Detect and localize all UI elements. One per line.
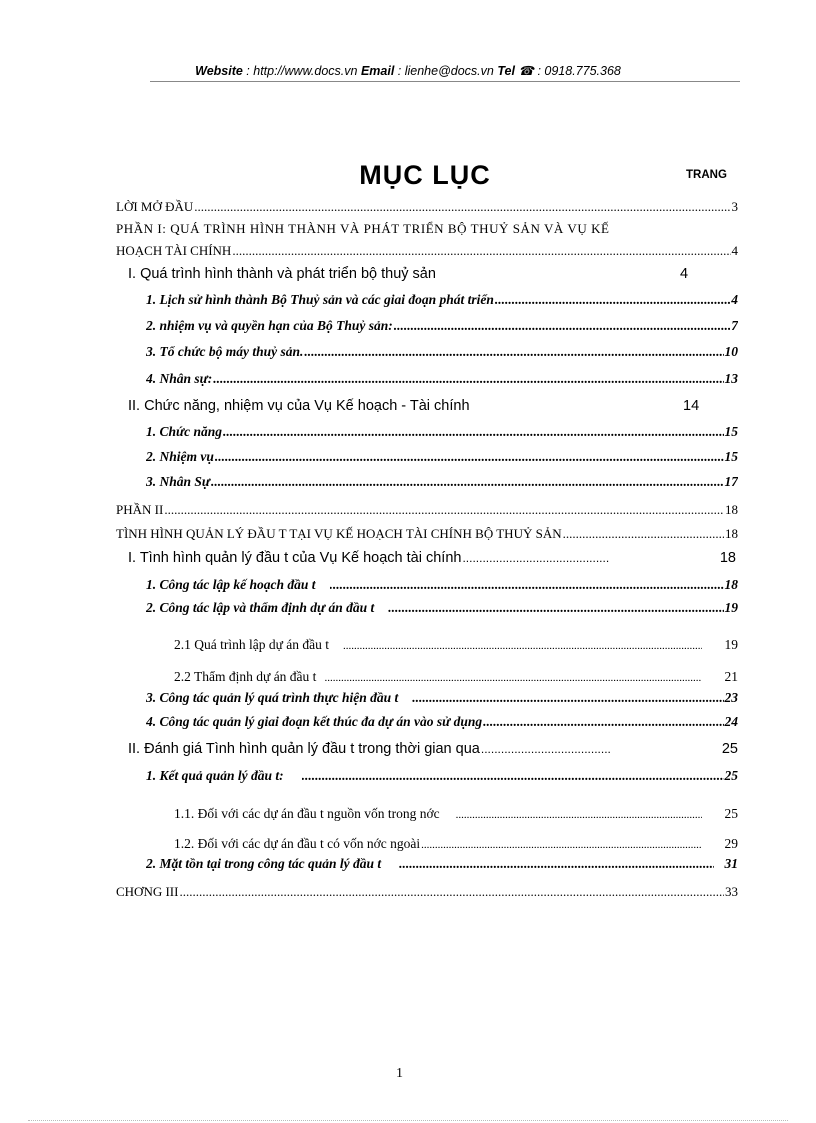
toc-entry-3-2-1[interactable] bbox=[174, 637, 738, 653]
toc-leader bbox=[563, 526, 724, 542]
toc-entry-title: 1.2. Đối với các dự án đầu t có vốn nớc ngoài bbox=[174, 836, 421, 851]
toc-entry-title: 2. Công tác lập và thẩm định dự án đầu t bbox=[146, 600, 375, 615]
toc-entry-chuong-3[interactable] bbox=[116, 884, 738, 900]
footer-divider bbox=[28, 1120, 788, 1121]
toc-page-number: 18 bbox=[725, 526, 738, 541]
toc-entry-1-2[interactable] bbox=[146, 318, 738, 334]
toc-entry-section-2[interactable] bbox=[128, 398, 470, 414]
toc-entry-section-1[interactable] bbox=[128, 266, 436, 282]
toc-page-number: 7 bbox=[731, 318, 738, 333]
toc-entry-phan-1[interactable] bbox=[116, 221, 738, 237]
toc-leader bbox=[343, 640, 701, 652]
tel-label: Tel bbox=[497, 64, 515, 78]
toc-page-number: 31 bbox=[724, 856, 738, 871]
toc-page-number: 17 bbox=[724, 474, 738, 489]
toc-page-number: 15 bbox=[724, 424, 738, 439]
toc-leader bbox=[304, 344, 723, 360]
toc-entry-3-2-2[interactable] bbox=[174, 669, 738, 685]
toc-entry-title: 1.1. Đối với các dự án đầu t nguồn vốn trong nớc bbox=[174, 806, 440, 821]
toc-entry-4-1[interactable] bbox=[146, 768, 738, 784]
toc-entry-3-1[interactable] bbox=[146, 577, 738, 593]
toc-entry-title: 2. Mặt tồn tại trong công tác quản lý đầu t bbox=[146, 856, 382, 871]
email-value: : lienhe@docs.vn bbox=[394, 64, 498, 78]
toc-leader bbox=[302, 768, 724, 784]
website-value: : http://www.docs.vn bbox=[242, 64, 361, 78]
toc-entry-title: I. Quá trình hình thành và phát triển bộ thuỷ sản bbox=[128, 266, 436, 282]
toc-entry-4-1-2[interactable] bbox=[174, 836, 738, 852]
toc-entry-title: TÌNH HÌNH QUẢN LÝ ĐẦU T TẠI VỤ KẾ HOẠCH TÀI CHÍNH BỘ THUỶ SẢN bbox=[116, 526, 562, 541]
toc-leader bbox=[215, 449, 724, 465]
toc-entry-4-2[interactable] bbox=[146, 856, 738, 872]
website-label: Website bbox=[195, 64, 243, 78]
toc-leader bbox=[388, 600, 723, 616]
toc-leader bbox=[412, 690, 723, 706]
toc-entry-title: 3. Công tác quản lý quá trình thực hiện đầu t bbox=[146, 690, 399, 705]
toc-entry-title: LỜI MỞ ĐẦU bbox=[116, 199, 194, 214]
toc-page-number: 14 bbox=[683, 398, 700, 414]
toc-page-number: 25 bbox=[724, 806, 738, 821]
toc-leader bbox=[399, 856, 713, 872]
toc-entry-section-4[interactable] bbox=[128, 741, 738, 757]
toc-entry-phan-1-cont[interactable] bbox=[116, 243, 738, 259]
toc-leader bbox=[179, 884, 724, 900]
toc-entry-1-1[interactable] bbox=[146, 292, 738, 308]
toc-entry-3-4[interactable] bbox=[146, 714, 738, 730]
toc-page-number: 10 bbox=[724, 344, 738, 359]
toc-page-number: 19 bbox=[724, 600, 738, 615]
toc-page-number: 23 bbox=[724, 690, 738, 705]
toc-entry-title: CHƠNG III bbox=[116, 884, 179, 899]
toc-page-number: 3 bbox=[731, 199, 738, 214]
toc-entry-title: II. Đánh giá Tình hình quản lý đầu t trong thời gian qua bbox=[128, 741, 480, 757]
toc-page-number: 21 bbox=[724, 669, 738, 684]
toc-entry-3-3[interactable] bbox=[146, 690, 738, 706]
toc-entry-title: PHẦN I: QUÁ TRÌNH HÌNH THÀNH VÀ PHÁT TRIỂN BỘ THUỶ SẢN VÀ VỤ KẾ bbox=[116, 221, 610, 236]
toc-page-number: 25 bbox=[724, 768, 738, 783]
toc-entry-tinh-hinh[interactable] bbox=[116, 526, 738, 542]
toc-page-number: 18 bbox=[724, 577, 738, 592]
email-label: Email bbox=[360, 64, 395, 78]
toc-page-number: 19 bbox=[724, 637, 738, 652]
toc-leader bbox=[324, 672, 701, 684]
toc-entry-4-1-1[interactable] bbox=[174, 806, 738, 822]
toc-entry-title: II. Chức năng, nhiệm vụ của Vụ Kế hoạch - Tài chính bbox=[128, 398, 470, 414]
toc-entry-1-3[interactable] bbox=[146, 344, 738, 360]
toc-page-number: 25 bbox=[721, 741, 738, 757]
toc-page-number: 18 bbox=[725, 502, 738, 517]
header-divider bbox=[150, 81, 740, 82]
toc-entry-title: 3. Nhân Sự bbox=[146, 474, 210, 489]
toc-entry-2-2[interactable] bbox=[146, 449, 738, 465]
toc-entry-section-3[interactable] bbox=[128, 550, 736, 566]
toc-leader bbox=[223, 424, 724, 440]
toc-entry-1-4[interactable] bbox=[146, 371, 738, 387]
toc-entry-title: PHẦN II bbox=[116, 502, 164, 517]
toc-leader bbox=[483, 714, 723, 730]
toc-entry-title: 2. Nhiệm vụ bbox=[146, 449, 214, 464]
toc-leader bbox=[232, 243, 730, 259]
toc-page-number: 15 bbox=[724, 449, 738, 464]
toc-entry-title: 4. Nhân sự: bbox=[146, 371, 213, 386]
toc-leader bbox=[495, 292, 730, 308]
toc-leader bbox=[330, 577, 724, 593]
page-column-label: TRANG bbox=[686, 169, 727, 181]
page-header bbox=[0, 63, 816, 78]
toc-entry-2-1[interactable] bbox=[146, 424, 738, 440]
toc-entry-title: 2.1 Quá trình lập dự án đầu t bbox=[174, 637, 330, 652]
toc-entry-phan-2[interactable] bbox=[116, 502, 738, 518]
toc-entry-title: 4. Công tác quản lý giai đoạn kết thúc đa dự án vào sử dụng bbox=[146, 714, 483, 729]
toc-leader bbox=[194, 199, 730, 215]
toc-page-number: 33 bbox=[725, 884, 738, 899]
toc-leader bbox=[456, 809, 702, 821]
toc-entry-title: HOẠCH TÀI CHÍNH bbox=[116, 243, 232, 258]
toc-entry-loi-mo-dau[interactable] bbox=[116, 199, 738, 215]
toc-page-number: 18 bbox=[719, 550, 736, 566]
toc-page-number: 24 bbox=[724, 714, 738, 729]
page-title: MỤC LỤC bbox=[359, 160, 491, 190]
toc-entry-title: 3. Tổ chức bộ máy thuỷ sản. bbox=[146, 344, 304, 359]
toc-page-number: 13 bbox=[724, 371, 738, 386]
toc-entry-title: 1. Kết quả quản lý đầu t: bbox=[146, 768, 284, 783]
toc-leader bbox=[462, 551, 610, 565]
toc-page-number: 4 bbox=[731, 243, 738, 258]
toc-page-number: 4 bbox=[680, 266, 689, 282]
toc-leader bbox=[394, 318, 730, 334]
toc-entry-title: 2. nhiệm vụ và quyền hạn của Bộ Thuỷ sản: bbox=[146, 318, 393, 333]
toc-entry-title: 1. Lịch sử hình thành Bộ Thuỷ sản và các giai đoạn phát triển bbox=[146, 292, 494, 307]
toc-leader bbox=[164, 502, 724, 518]
toc-entry-title: 1. Chức năng bbox=[146, 424, 222, 439]
page-number: 1 bbox=[396, 1066, 403, 1081]
toc-leader bbox=[481, 742, 611, 756]
toc-entry-title: 1. Công tác lập kế hoạch đầu t bbox=[146, 577, 316, 592]
toc-page-number: 29 bbox=[724, 836, 738, 851]
toc-leader bbox=[213, 371, 723, 387]
tel-value: ☎ : 0918.775.368 bbox=[514, 64, 621, 78]
toc-entry-title: I. Tình hình quản lý đầu t của Vụ Kế hoạch tài chính bbox=[128, 550, 462, 566]
toc-entry-3-2[interactable] bbox=[146, 600, 738, 616]
toc-entry-title: 2.2 Thẩm định dự án đầu t bbox=[174, 669, 317, 684]
toc-entry-2-3[interactable] bbox=[146, 474, 738, 490]
toc-leader bbox=[421, 839, 701, 851]
toc-page-number: 4 bbox=[731, 292, 738, 307]
toc-leader bbox=[211, 474, 724, 490]
